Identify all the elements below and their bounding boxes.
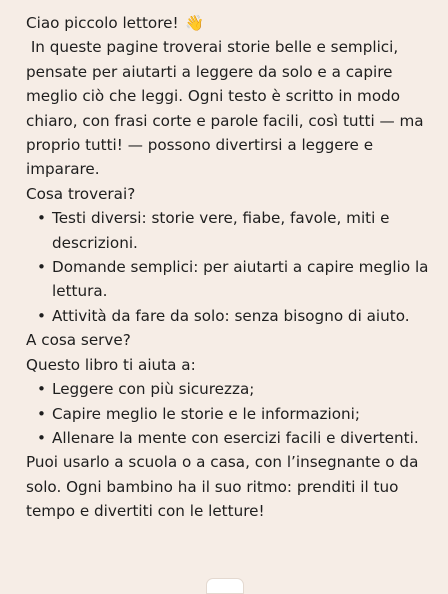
section-heading-purpose: A cosa serve? — [26, 331, 131, 350]
list-item — [26, 426, 442, 450]
closing-paragraph: Puoi usarlo a scuola o a casa, con l’insegnante o da solo. Ogni bambino ha il suo ritmo: prenditi il tuo tempo e divertiti con le letture! — [26, 453, 419, 521]
intro-paragraph: In queste pagine troverai storie belle e semplici, pensate per aiutarti a leggere da solo e a capire meglio ciò che leggi. Ogni testo è scritto in modo chiaro, con frasi corte e parole facili, così tutti — ma proprio tutti! — possono divertirsi a leggere e imparare. — [26, 38, 429, 179]
list-item-text: Capire meglio le storie e le informazioni; — [52, 404, 360, 423]
list-item — [26, 402, 442, 426]
list-item-text: Leggere con più sicurezza; — [52, 380, 255, 399]
bullet-icon: • — [37, 428, 46, 447]
greeting-text: Ciao piccolo lettore! — [26, 14, 179, 32]
what-you-find-list — [26, 206, 442, 328]
bullet-icon: • — [37, 258, 46, 277]
bottom-edge-tab — [206, 578, 244, 594]
greeting-line — [26, 11, 442, 35]
list-item — [26, 377, 442, 401]
bullet-icon: • — [37, 404, 46, 423]
purpose-lead: Questo libro ti aiuta a: — [26, 355, 196, 374]
section-heading-what-you-find: Cosa troverai? — [26, 184, 136, 203]
purpose-list — [26, 377, 442, 450]
list-item — [26, 206, 442, 255]
list-item — [26, 304, 442, 328]
list-item-text: Attività da fare da solo: senza bisogno di aiuto. — [52, 306, 410, 325]
bullet-icon: • — [37, 380, 46, 399]
document-body — [26, 11, 442, 524]
list-item-text: Allenare la mente con esercizi facili e divertenti. — [52, 428, 419, 447]
bullet-icon: • — [37, 306, 46, 325]
list-item — [26, 255, 442, 304]
list-item-text: Testi diversi: storie vere, fiabe, favole, miti e descrizioni. — [52, 209, 390, 252]
waving-hand-icon: 👋 — [185, 14, 205, 32]
list-item-text: Domande semplici: per aiutarti a capire meglio la lettura. — [52, 258, 429, 301]
bullet-icon: • — [37, 209, 46, 228]
